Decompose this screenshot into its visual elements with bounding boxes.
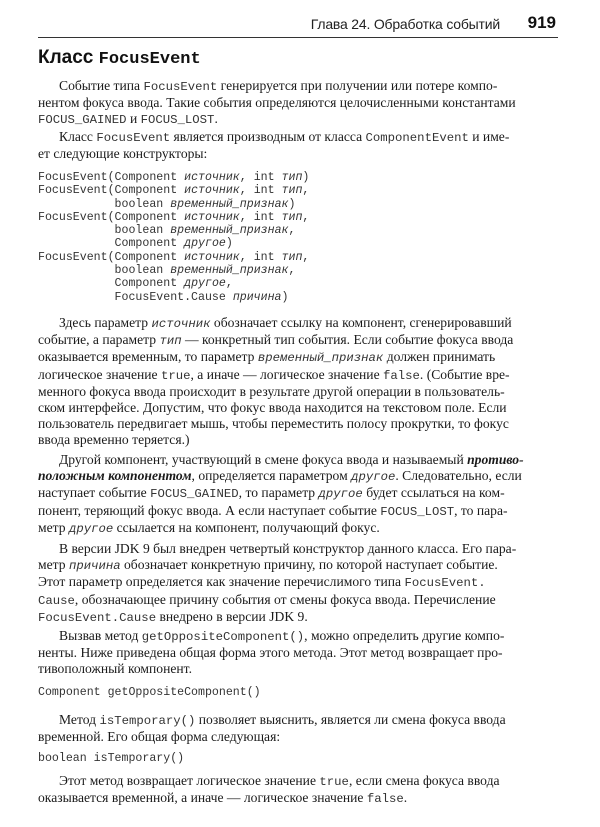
- page-number: 919: [527, 13, 556, 32]
- inline-code: FOCUS_LOST: [140, 113, 215, 128]
- section-heading-class: FocusEvent: [98, 50, 201, 69]
- inline-code: FOCUS_GAINED: [38, 113, 127, 128]
- section-heading: [38, 47, 201, 69]
- running-header: [0, 13, 600, 35]
- code-is-temporary: boolean isTemporary(): [38, 752, 185, 765]
- code-get-opposite: Component getOppositeComponent(): [38, 686, 261, 699]
- paragraph-is-temporary: Метод isTemporary() позволяет выяснить, является ли смена фокуса ввода временной. Его общая форма следующая:: [38, 712, 506, 745]
- inline-code: FocusEvent: [96, 131, 171, 145]
- paragraph-parameters: Здесь параметр источник обозначает ссылку на компонент, сгенерировавший событие, а параметр тип — конкретный тип события. Если событие фокуса ввода оказывается временным, то параметр временный_признак должен принимать логическое значение true, а иначе — логическое значение false. (Событие вре- менного фокуса ввода происходит в результате другой операции в пользователь- ском интерфейсе. Допустим, что фокус ввода находится на текстовом поле. Если пользователь передвигает мышь, чтобы переместить полосу прокрутки, то фокус ввода временно теряется.): [38, 315, 514, 448]
- section-heading-word: Класс: [38, 47, 94, 68]
- paragraph-opposite-component: Другой компонент, участвующий в смене фокуса ввода и называемый противо- положным компонентом, определяется параметром другое. Следовательно, если наступает событие FOCUS_GAINED, то параметр другое будет ссылаться на ком- понент, теряющий фокус ввода. А если наступает событие FOCUS_LOST, то пара- метр другое ссылается на компонент, получающий фокус.: [38, 452, 524, 536]
- inline-code: FocusEvent: [143, 80, 218, 94]
- inline-code: ComponentEvent: [365, 131, 469, 145]
- paragraph-intro: Событие типа FocusEvent генерируется при получении или потере компо- нентом фокуса ввода. Такие события определяются целочисленными константами FOCUS_GAINED и FOCUS_LOST.: [38, 78, 516, 128]
- paragraph-jdk9: В версии JDK 9 был внедрен четвертый конструктор данного класса. Его пара- метр причина обозначает конкретную причину, по которой наступает событие. Этот параметр определяется как значение перечислимого типа FocusEvent. Cause, обозначающее причину события от смены фокуса ввода. Перечисление FocusEvent.Cause внедрено в версии JDK 9.: [38, 541, 517, 625]
- paragraph-constructors-intro: Класс FocusEvent является производным от класса ComponentEvent и име- ет следующие конструкторы:: [38, 129, 510, 162]
- code-block-constructors: FocusEvent(Component источник, int тип) FocusEvent(Component источник, int тип, boolean временный_признак) FocusEvent(Component источник, int тип, boolean временный_признак, Component другое) FocusEvent(Component источник, int тип, boolean временный_признак, Component другое, FocusEvent.Cause причина): [38, 171, 310, 304]
- paragraph-get-opposite: Вызвав метод getOppositeComponent(), можно определить другие компо- ненты. Ниже приведена общая форма этого метода. Этот метод возвращает про- тивоположный компонент.: [38, 628, 505, 677]
- chapter-title: Глава 24. Обработка событий: [310, 16, 500, 32]
- header-rule: [38, 37, 558, 38]
- paragraph-returns: Этот метод возвращает логическое значение true, если смена фокуса ввода оказывается временной, а иначе — логическое значение false.: [38, 773, 500, 807]
